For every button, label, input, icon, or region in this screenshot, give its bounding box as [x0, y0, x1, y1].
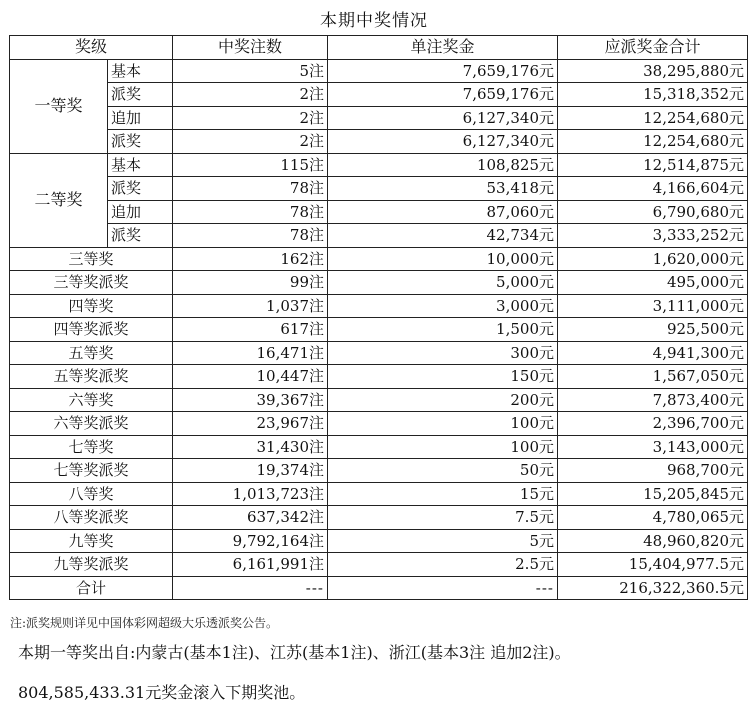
prize-level-cell: 七等奖: [10, 435, 173, 459]
winner-count-cell: 10,447注: [173, 365, 328, 389]
unit-prize-cell: 7,659,176元: [328, 83, 558, 107]
table-row: [10, 553, 748, 577]
unit-prize-cell: 15元: [328, 482, 558, 506]
winner-count-cell: 115注: [173, 153, 328, 177]
unit-prize-cell: 42,734元: [328, 224, 558, 248]
winner-count-cell: 162注: [173, 247, 328, 271]
footnote: 注:派奖规则详见中国体彩网超级大乐透派奖公告。: [10, 616, 279, 630]
total-prize-cell: 3,143,000元: [558, 435, 748, 459]
summary-row: [10, 576, 748, 600]
table-row: [10, 435, 748, 459]
winner-count-cell: 6,161,991注: [173, 553, 328, 577]
table-row: [10, 341, 748, 365]
unit-prize-cell: 2.5元: [328, 553, 558, 577]
total-prize-cell: 6,790,680元: [558, 200, 748, 224]
prize-level-cell: 四等奖: [10, 294, 173, 318]
table-row: [10, 318, 748, 342]
table-row: [10, 482, 748, 506]
unit-prize-cell: 5,000元: [328, 271, 558, 295]
prize-sublevel-cell: 派奖: [108, 177, 173, 201]
summary-total-cell: 216,322,360.5元: [558, 576, 748, 600]
total-prize-cell: 3,111,000元: [558, 294, 748, 318]
total-prize-cell: 1,567,050元: [558, 365, 748, 389]
unit-prize-cell: 150元: [328, 365, 558, 389]
prize-group-label: 二等奖: [10, 153, 108, 247]
prize-level-cell: 四等奖派奖: [10, 318, 173, 342]
header-level: 奖级: [10, 36, 173, 60]
unit-prize-cell: 7,659,176元: [328, 59, 558, 83]
winner-count-cell: 39,367注: [173, 388, 328, 412]
table-row: [10, 459, 748, 483]
winner-count-cell: 2注: [173, 130, 328, 154]
prize-level-cell: 八等奖: [10, 482, 173, 506]
table-row: [10, 153, 748, 177]
winner-count-cell: 19,374注: [173, 459, 328, 483]
unit-prize-cell: 53,418元: [328, 177, 558, 201]
table-row: [10, 130, 748, 154]
total-prize-cell: 7,873,400元: [558, 388, 748, 412]
page-title: 本期中奖情况: [320, 11, 428, 31]
total-prize-cell: 968,700元: [558, 459, 748, 483]
winner-count-cell: 78注: [173, 224, 328, 248]
table-row: [10, 529, 748, 553]
first-prize-winners-text: 本期一等奖出自:内蒙古(基本1注)、江苏(基本1注)、浙江(基本3注 追加2注)。: [18, 643, 571, 662]
total-prize-cell: 12,254,680元: [558, 130, 748, 154]
winner-count-cell: 1,037注: [173, 294, 328, 318]
winner-count-cell: 5注: [173, 59, 328, 83]
winner-count-cell: 31,430注: [173, 435, 328, 459]
winner-count-cell: 78注: [173, 177, 328, 201]
winner-count-cell: 2注: [173, 83, 328, 107]
prize-level-cell: 七等奖派奖: [10, 459, 173, 483]
unit-prize-cell: 100元: [328, 435, 558, 459]
prize-level-cell: 六等奖派奖: [10, 412, 173, 436]
unit-prize-cell: 5元: [328, 529, 558, 553]
prize-level-cell: 八等奖派奖: [10, 506, 173, 530]
prize-sublevel-cell: 派奖: [108, 224, 173, 248]
prize-level-cell: 九等奖: [10, 529, 173, 553]
winner-count-cell: 2注: [173, 106, 328, 130]
unit-prize-cell: 1,500元: [328, 318, 558, 342]
table-row: [10, 412, 748, 436]
unit-prize-cell: 7.5元: [328, 506, 558, 530]
table-row: [10, 271, 748, 295]
prize-table-body: [10, 59, 748, 600]
prize-level-cell: 六等奖: [10, 388, 173, 412]
winner-count-cell: 16,471注: [173, 341, 328, 365]
prize-group-label: 一等奖: [10, 59, 108, 153]
total-prize-cell: 2,396,700元: [558, 412, 748, 436]
unit-prize-cell: 6,127,340元: [328, 130, 558, 154]
summary-label-cell: 合计: [10, 576, 173, 600]
total-prize-cell: 15,205,845元: [558, 482, 748, 506]
total-prize-cell: 495,000元: [558, 271, 748, 295]
prize-level-cell: 五等奖: [10, 341, 173, 365]
jackpot-rollover-text: 804,585,433.31元奖金滚入下期奖池。: [18, 683, 306, 702]
header-count: 中奖注数: [173, 36, 328, 60]
winner-count-cell: 99注: [173, 271, 328, 295]
total-prize-cell: 4,780,065元: [558, 506, 748, 530]
prize-level-cell: 五等奖派奖: [10, 365, 173, 389]
unit-prize-cell: 87,060元: [328, 200, 558, 224]
total-prize-cell: 12,514,875元: [558, 153, 748, 177]
prize-sublevel-cell: 追加: [108, 200, 173, 224]
winner-count-cell: 637,342注: [173, 506, 328, 530]
prize-sublevel-cell: 追加: [108, 106, 173, 130]
table-row: [10, 294, 748, 318]
prize-level-cell: 三等奖: [10, 247, 173, 271]
winner-count-cell: 9,792,164注: [173, 529, 328, 553]
unit-prize-cell: 6,127,340元: [328, 106, 558, 130]
summary-count-cell: ---: [173, 576, 328, 600]
table-row: [10, 365, 748, 389]
unit-prize-cell: 300元: [328, 341, 558, 365]
total-prize-cell: 15,404,977.5元: [558, 553, 748, 577]
unit-prize-cell: 200元: [328, 388, 558, 412]
table-row: [10, 506, 748, 530]
total-prize-cell: 12,254,680元: [558, 106, 748, 130]
prize-table: [9, 35, 748, 600]
total-prize-cell: 38,295,880元: [558, 59, 748, 83]
winner-count-cell: 78注: [173, 200, 328, 224]
unit-prize-cell: 10,000元: [328, 247, 558, 271]
total-prize-cell: 3,333,252元: [558, 224, 748, 248]
prize-sublevel-cell: 基本: [108, 153, 173, 177]
table-row: [10, 388, 748, 412]
unit-prize-cell: 108,825元: [328, 153, 558, 177]
total-prize-cell: 48,960,820元: [558, 529, 748, 553]
table-row: [10, 106, 748, 130]
unit-prize-cell: 50元: [328, 459, 558, 483]
prize-sublevel-cell: 基本: [108, 59, 173, 83]
table-row: [10, 83, 748, 107]
total-prize-cell: 15,318,352元: [558, 83, 748, 107]
total-prize-cell: 1,620,000元: [558, 247, 748, 271]
table-row: [10, 59, 748, 83]
prize-sublevel-cell: 派奖: [108, 130, 173, 154]
table-row: [10, 177, 748, 201]
table-header-row: [10, 36, 748, 60]
prize-level-cell: 三等奖派奖: [10, 271, 173, 295]
header-unit-prize: 单注奖金: [328, 36, 558, 60]
total-prize-cell: 4,941,300元: [558, 341, 748, 365]
unit-prize-cell: 3,000元: [328, 294, 558, 318]
prize-level-cell: 九等奖派奖: [10, 553, 173, 577]
prize-sublevel-cell: 派奖: [108, 83, 173, 107]
table-row: [10, 224, 748, 248]
winner-count-cell: 23,967注: [173, 412, 328, 436]
total-prize-cell: 925,500元: [558, 318, 748, 342]
table-row: [10, 247, 748, 271]
winner-count-cell: 617注: [173, 318, 328, 342]
unit-prize-cell: 100元: [328, 412, 558, 436]
total-prize-cell: 4,166,604元: [558, 177, 748, 201]
summary-unit-cell: ---: [328, 576, 558, 600]
winner-count-cell: 1,013,723注: [173, 482, 328, 506]
table-row: [10, 200, 748, 224]
header-total: 应派奖金合计: [558, 36, 748, 60]
